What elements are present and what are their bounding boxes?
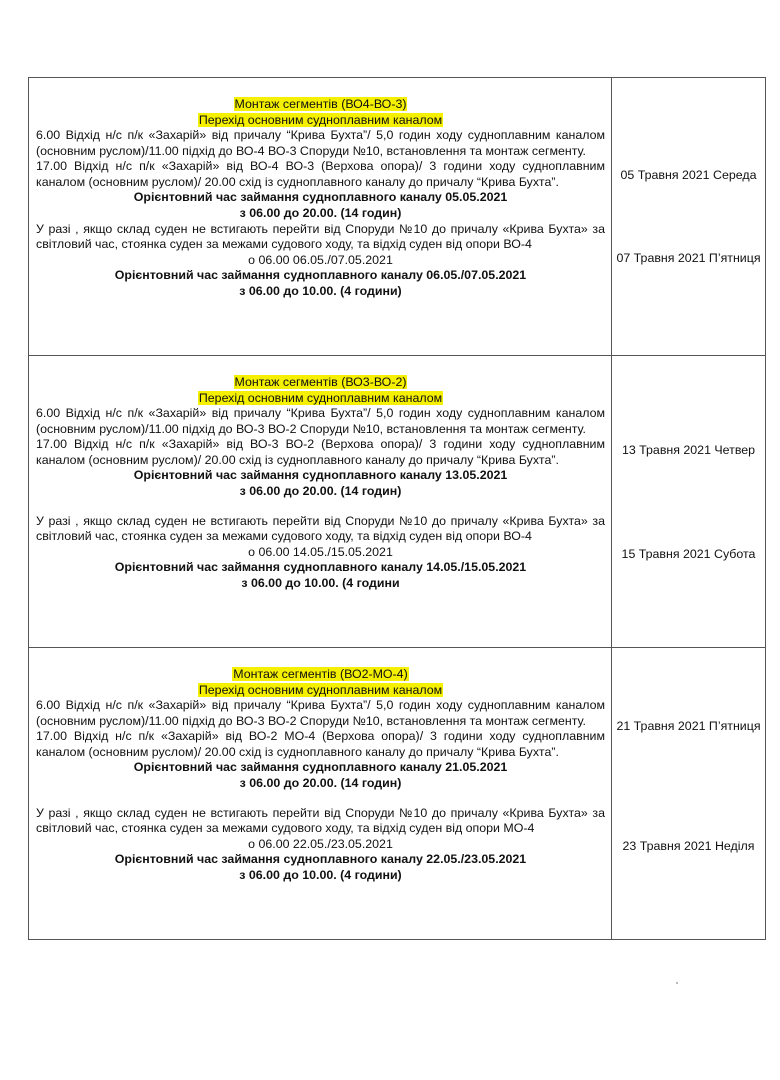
block-title: Монтаж сегментів (ВО4-ВО-3) (234, 97, 407, 111)
block-subtitle: Перехід основним судноплавним каналом (198, 113, 443, 127)
departure-paragraph: 6.00 Відхід н/с п/к «Захарій» від причалу “Крива Бухта”/ 5,0 годин ходу судноплавним каналом (основним руслом)/11.00 підхід до ВО-3 ВО-2 Споруди №10, встановлення та монтаж сегменту. (36, 698, 605, 728)
occupation-label: Орієнтовний час займання судноплавного каналу 05.05.2021 (133, 190, 508, 205)
date-primary: 21 Травня 2021 П’ятниця (616, 719, 761, 733)
description-cell-2 (29, 356, 612, 648)
block-subtitle: Перехід основним судноплавним каналом (198, 391, 443, 405)
occupation-label-2: Орієнтовний час займання судноплавного каналу 06.05./07.05.2021 (114, 268, 527, 283)
occupation-time: з 06.00 до 20.00. (14 годин) (239, 483, 402, 498)
dates-cell-1 (612, 78, 766, 356)
occupation-time-2: з 06.00 до 10.00. (4 години) (239, 283, 402, 298)
dates-cell-3 (612, 648, 766, 940)
date-primary: 05 Травня 2021 Середа (620, 168, 757, 182)
occupation-time: з 06.00 до 20.00. (14 годин) (239, 205, 402, 220)
occupation-time: з 06.00 до 20.00. (14 годин) (239, 775, 402, 790)
occupation-label: Орієнтовний час займання судноплавного каналу 13.05.2021 (133, 468, 508, 483)
date-secondary: 15 Травня 2021 Субота (621, 547, 756, 561)
date-primary: 13 Травня 2021 Четвер (621, 443, 756, 457)
schedule-row-2 (29, 356, 766, 648)
dates-cell-2 (612, 356, 766, 648)
contingency-paragraph: У разі , якщо склад суден не встигають перейти від Споруди №10 до причалу «Крива Бухта» за світловий час, стоянка суден за межами судового ходу, та відхід суден від опори ВО-4 (36, 513, 605, 544)
contingency-time: о 06.00 06.05./07.05.2021 (248, 252, 393, 267)
departure-paragraph: 6.00 Відхід н/с п/к «Захарій» від причалу “Крива Бухта”/ 5,0 годин ходу судноплавним каналом (основним руслом)/11.00 підхід до ВО-3 ВО-2 Споруди №10, встановлення та монтаж сегменту. (36, 406, 605, 436)
description-cell-3 (29, 648, 612, 940)
departure-paragraph: 6.00 Відхід н/с п/к «Захарій» від причалу “Крива Бухта”/ 5,0 годин ходу судноплавним каналом (основним руслом)/11.00 підхід до ВО-4 ВО-3 Споруди №10, встановлення та монтаж сегменту. (36, 128, 605, 158)
occupation-time-2: з 06.00 до 10.00. (4 години (241, 575, 400, 590)
description-cell-1 (29, 78, 612, 356)
block-title: Монтаж сегментів (ВО3-ВО-2) (234, 375, 407, 389)
occupation-label: Орієнтовний час займання судноплавного каналу 21.05.2021 (133, 760, 508, 775)
return-paragraph: 17.00 Відхід н/с п/к «Захарій» від ВО-4 ВО-3 (Верхова опора)/ 3 години ходу судноплавним каналом (основним руслом)/ 20.00 схід із судноплавного каналу до причалу “Крива Бухта”. (36, 159, 605, 189)
occupation-label-2: Орієнтовний час займання судноплавного каналу 22.05./23.05.2021 (114, 852, 527, 867)
return-paragraph: 17.00 Відхід н/с п/к «Захарій» від ВО-2 МО-4 (Верхова опора)/ 3 години ходу судноплавним каналом (основним руслом)/ 20.00 схід із судноплавного каналу до причалу “Крива Бухта”. (36, 729, 605, 759)
schedule-row-3 (29, 648, 766, 940)
contingency-paragraph: У разі , якщо склад суден не встигають перейти від Споруди №10 до причалу «Крива Бухта» за світловий час, стоянка суден за межами судового ходу, та відхід суден від опори МО-4 (36, 805, 605, 836)
schedule-row-1 (29, 78, 766, 356)
return-paragraph: 17.00 Відхід н/с п/к «Захарій» від ВО-3 ВО-2 (Верхова опора)/ 3 години ходу судноплавним каналом (основним руслом)/ 20.00 схід із судноплавного каналу до причалу “Крива Бухта”. (36, 437, 605, 467)
date-secondary: 07 Травня 2021 П’ятниця (616, 251, 761, 265)
block-title: Монтаж сегментів (ВО2-МО-4) (233, 667, 408, 681)
contingency-paragraph: У разі , якщо склад суден не встигають перейти від Споруди №10 до причалу «Крива Бухта» за світловий час, стоянка суден за межами судового ходу, та відхід суден від опори ВО-4 (36, 221, 605, 252)
occupation-time-2: з 06.00 до 10.00. (4 години) (239, 867, 402, 882)
occupation-label-2: Орієнтовний час займання судноплавного каналу 14.05./15.05.2021 (114, 560, 527, 575)
schedule-table (28, 77, 766, 940)
block-subtitle: Перехід основним судноплавним каналом (198, 683, 443, 697)
contingency-time: о 06.00 22.05./23.05.2021 (248, 836, 393, 851)
date-secondary: 23 Травня 2021 Неділя (622, 839, 755, 853)
contingency-time: о 06.00 14.05./15.05.2021 (248, 544, 393, 559)
scan-speck (676, 982, 678, 984)
